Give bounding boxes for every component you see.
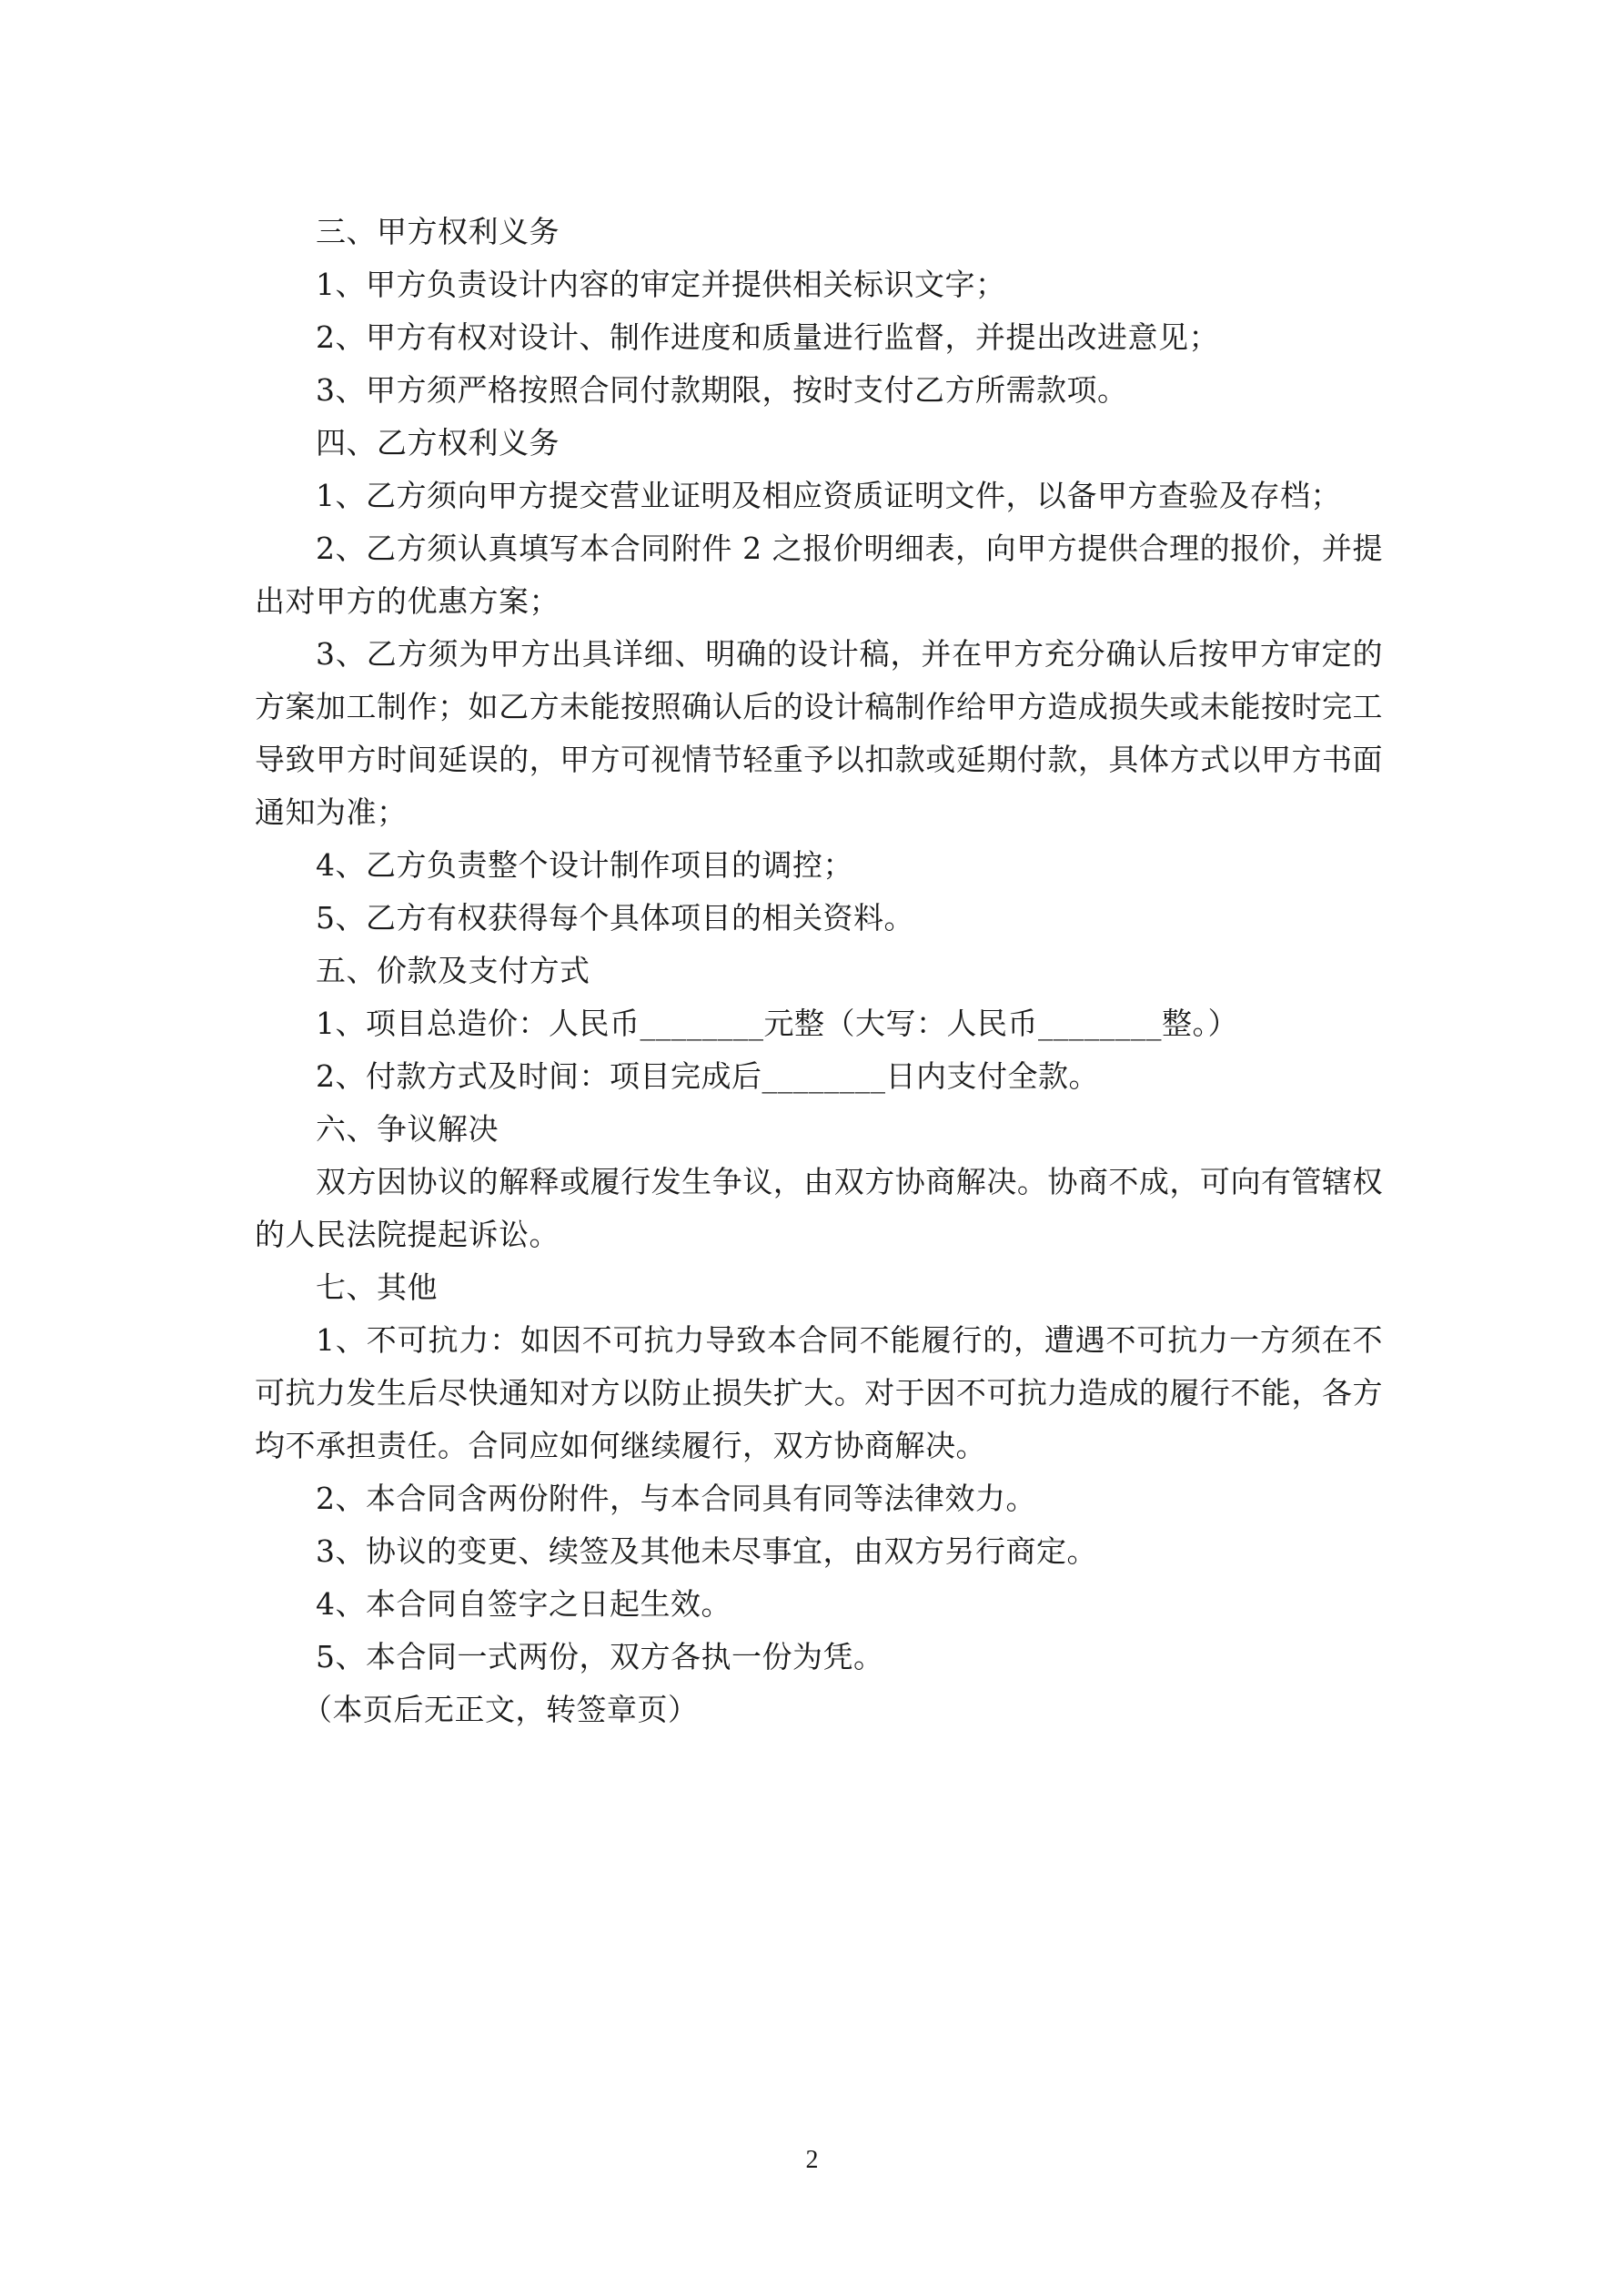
clause-4-2: 2、乙方须认真填写本合同附件 2 之报价明细表，向甲方提供合理的报价，并提出对甲方的优惠方案； [255, 531, 1383, 619]
section-heading-7: 七、其他 [316, 1269, 438, 1305]
clause-4-5: 5、乙方有权获得每个具体项目的相关资料。 [316, 900, 914, 936]
section-heading-4: 四、乙方权利义务 [316, 425, 560, 460]
clause-7-3: 3、协议的变更、续签及其他未尽事宜，由双方另行商定。 [316, 1533, 1097, 1569]
clause-7-4: 4、本合同自签字之日起生效。 [316, 1586, 731, 1622]
section-heading-3: 三、甲方权利义务 [316, 214, 560, 249]
clause-4-3: 3、乙方须为甲方出具详细、明确的设计稿，并在甲方充分确认后按甲方审定的方案加工制作；如乙方未能按照确认后的设计稿制作给甲方造成损失或未能按时完工导致甲方时间延误的，甲方可视情节轻重予以扣款或延期付款，具体方式以甲方书面通知为准； [255, 636, 1383, 830]
clause-3-2: 2、甲方有权对设计、制作进度和质量进行监督，并提出改进意见； [316, 319, 1219, 355]
clause-7-5: 5、本合同一式两份，双方各执一份为凭。 [316, 1639, 884, 1674]
clause-4-1: 1、乙方须向甲方提交营业证明及相应资质证明文件，以备甲方查验及存档； [316, 478, 1341, 513]
clause-5-2: 2、付款方式及时间：项目完成后________日内支付全款。 [316, 1058, 1099, 1094]
clause-6-1: 双方因协议的解释或履行发生争议，由双方协商解决。协商不成，可向有管辖权的人民法院提起诉讼。 [255, 1164, 1383, 1252]
clause-4-4: 4、乙方负责整个设计制作项目的调控； [316, 847, 853, 883]
clause-3-3: 3、甲方须严格按照合同付款期限，按时支付乙方所需款项。 [316, 372, 1128, 408]
page-number: 2 [805, 2146, 819, 2174]
clause-7-2: 2、本合同含两份附件，与本合同具有同等法律效力。 [316, 1481, 1036, 1516]
closing-note: （本页后无正文，转签章页） [302, 1692, 699, 1727]
clause-3-1: 1、甲方负责设计内容的审定并提供相关标识文字； [316, 267, 1006, 302]
section-heading-5: 五、价款及支付方式 [316, 953, 590, 988]
clause-5-1: 1、项目总造价：人民币________元整（大写：人民币________整。） [316, 1006, 1238, 1041]
contract-body [255, 206, 1383, 1736]
section-heading-6: 六、争议解决 [316, 1111, 499, 1147]
clause-7-1: 1、不可抗力：如因不可抗力导致本合同不能履行的，遭遇不可抗力一方须在不可抗力发生后尽快通知对方以防止损失扩大。对于因不可抗力造成的履行不能，各方均不承担责任。合同应如何继续履行，双方协商解决。 [255, 1322, 1383, 1463]
